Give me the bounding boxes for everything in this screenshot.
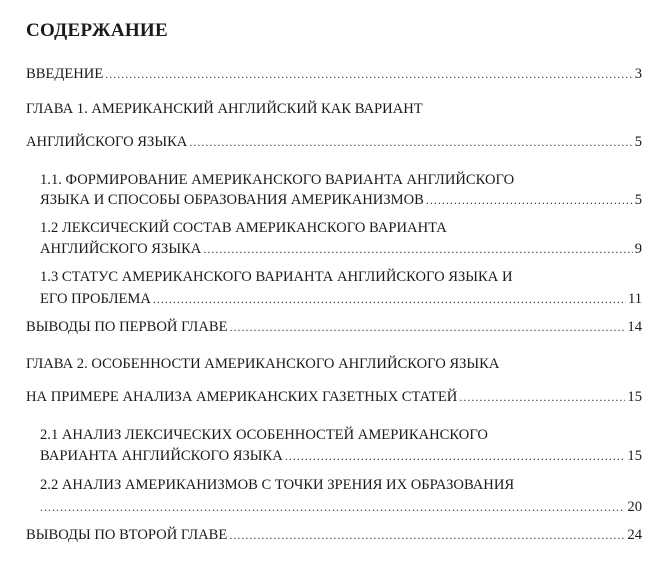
toc-entry-section-1-1-line-1[interactable] — [40, 170, 642, 190]
dot-leader — [105, 64, 632, 84]
toc-entry-text: ВЫВОДЫ ПО ВТОРОЙ ГЛАВЕ — [26, 527, 228, 543]
toc-page-number: 15 — [627, 448, 642, 464]
toc-entry-text: НА ПРИМЕРЕ АНАЛИЗА АМЕРИКАНСКИХ ГАЗЕТНЫХ СТАТЕЙ — [26, 389, 458, 405]
toc-page-number: 5 — [634, 192, 642, 208]
dot-leader — [230, 317, 626, 337]
toc-entry-section-1-3-line-1[interactable] — [40, 267, 642, 287]
dot-leader — [285, 446, 626, 466]
toc-entry-section-2-2-line-2[interactable] — [40, 497, 642, 517]
toc-entry-section-1-2-line-1[interactable] — [40, 218, 642, 238]
toc-entry-text: ВЫВОДЫ ПО ПЕРВОЙ ГЛАВЕ — [26, 319, 228, 335]
toc-entry-text: АНГЛИЙСКОГО ЯЗЫКА — [40, 241, 202, 257]
toc-page-number: 9 — [634, 241, 642, 257]
toc-entry-conclusions-1[interactable] — [26, 317, 642, 337]
toc-entry-text: ВВЕДЕНИЕ — [26, 66, 104, 82]
toc-entry-text: ЯЗЫКА И СПОСОБЫ ОБРАЗОВАНИЯ АМЕРИКАНИЗМОВ — [40, 192, 424, 208]
toc-entry-text: АНГЛИЙСКОГО ЯЗЫКА — [26, 134, 188, 150]
toc-entry-text: ГЛАВА 1. АМЕРИКАНСКИЙ АНГЛИЙСКИЙ КАК ВАРИАНТ — [26, 101, 423, 117]
toc-entry-section-1-2-line-2[interactable] — [40, 239, 642, 259]
toc-entry-section-1-1-line-2[interactable] — [40, 190, 642, 210]
toc-page-number: 3 — [634, 66, 642, 82]
toc-entry-text: 2.2 АНАЛИЗ АМЕРИКАНИЗМОВ С ТОЧКИ ЗРЕНИЯ ИХ ОБРАЗОВАНИЯ — [40, 477, 515, 493]
toc-page-number: 14 — [627, 319, 642, 335]
toc-entry-section-2-2-line-1[interactable] — [40, 475, 642, 495]
dot-leader — [426, 190, 633, 210]
toc-page-number: 15 — [627, 389, 642, 405]
dot-leader — [203, 239, 632, 259]
toc-entry-text: ВАРИАНТА АНГЛИЙСКОГО ЯЗЫКА — [40, 448, 283, 464]
toc-entry-section-1-3-line-2[interactable] — [40, 289, 642, 309]
toc-entry-conclusions-2[interactable] — [26, 525, 642, 545]
toc-entry-text: 1.2 ЛЕКСИЧЕСКИЙ СОСТАВ АМЕРИКАНСКОГО ВАРИАНТА — [40, 220, 447, 236]
toc-page-number: 24 — [627, 527, 642, 543]
dot-leader — [189, 132, 632, 152]
toc-entry-text: ГЛАВА 2. ОСОБЕННОСТИ АМЕРИКАНСКОГО АНГЛИЙСКОГО ЯЗЫКА — [26, 356, 500, 372]
toc-entry-text: 1.1. ФОРМИРОВАНИЕ АМЕРИКАНСКОГО ВАРИАНТА АНГЛИЙСКОГО — [40, 172, 515, 188]
toc-entry-chapter-2-line-1[interactable] — [26, 354, 642, 374]
dot-leader — [229, 525, 625, 545]
dot-leader — [153, 289, 626, 309]
toc-page-number: 11 — [627, 291, 642, 307]
dot-leader — [459, 387, 625, 407]
toc-entry-chapter-1-line-2[interactable] — [26, 132, 642, 152]
toc-entry-intro[interactable] — [26, 64, 642, 84]
toc-page-number: 5 — [634, 134, 642, 150]
toc-entry-text: 2.1 АНАЛИЗ ЛЕКСИЧЕСКИХ ОСОБЕННОСТЕЙ АМЕРИКАНСКОГО — [40, 427, 488, 443]
toc-entry-text: 1.3 СТАТУС АМЕРИКАНСКОГО ВАРИАНТА АНГЛИЙСКОГО ЯЗЫКА И — [40, 269, 513, 285]
toc-page-number: 20 — [627, 499, 642, 515]
toc-entry-chapter-2-line-2[interactable] — [26, 387, 642, 407]
toc-entry-text: ЕГО ПРОБЛЕМА — [40, 291, 151, 307]
toc-entry-section-2-1-line-2[interactable] — [40, 446, 642, 466]
toc-title: СОДЕРЖАНИЕ — [26, 20, 168, 41]
toc-entry-section-2-1-line-1[interactable] — [40, 425, 642, 445]
toc-entry-chapter-1-line-1[interactable] — [26, 99, 642, 119]
dot-leader — [40, 497, 625, 517]
